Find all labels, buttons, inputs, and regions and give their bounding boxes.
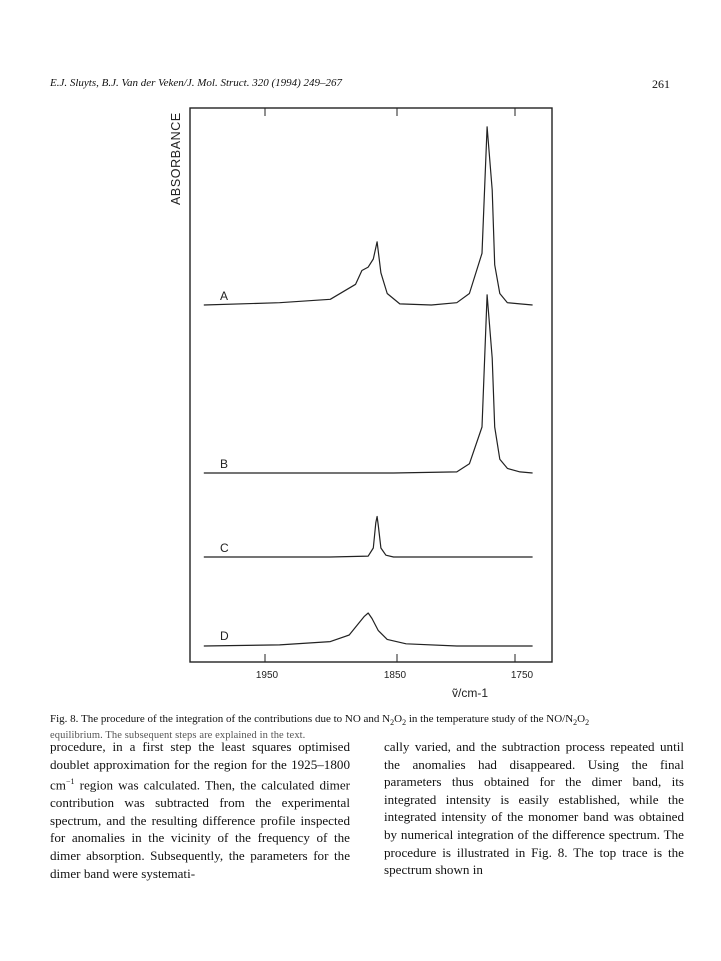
trace-label-b: B — [220, 457, 229, 471]
running-title: E.J. Sluyts, B.J. Van der Veken/J. Mol. Struct. 320 (1994) 249–267 — [50, 77, 343, 89]
trace-d-line — [204, 613, 533, 646]
caption-line-2: equilibrium. The subsequent steps are explained in the text. — [50, 730, 306, 742]
x-tick-label-1850: 1850 — [383, 670, 407, 681]
x-axis-label: ṽ/cm-1 — [452, 686, 488, 700]
paragraph-right: cally varied, and the subtraction process repeated until the anomalies had disappeared. Using the final parameters thus obtained for the dimer band, its integrated intensity is easily established, while the integrated intensity of the monomer band was obtained by numerical integration of the difference spectrum. The procedure is illustrated in Fig. 8. The top trace is the spectrum shown in — [384, 739, 684, 878]
trace-c-line — [204, 517, 533, 558]
y-axis-label: ABSORBANCE — [169, 112, 183, 205]
spectral-traces — [204, 127, 533, 646]
body-column-left — [50, 738, 350, 882]
trace-b-line — [204, 295, 533, 473]
trace-label-d: D — [220, 629, 229, 643]
body-column-right — [384, 738, 684, 879]
trace-label-a: A — [220, 289, 229, 303]
paragraph-left: procedure, in a first step the least squares optimised doublet approximation for the region for the 1925–1800 $cm^{-1}$ region was calculated. Then, the calculated dimer contribution was subtracted from the experimental spectrum, and the resulting difference profile inspected for anomalies in the vicinity of the frequency of the dimer absorption. Subsequently, the parameters for the dimer band were systemati- — [50, 739, 350, 881]
trace-a-line — [204, 127, 533, 305]
caption-line-1: Fig. 8. The procedure of the integration of the contributions due to NO and $N_2O_2$ in the temperature study of the $NO/N_2O_2$ — [50, 713, 590, 728]
x-tick-label-1750: 1750 — [510, 670, 534, 681]
page-number: 261 — [652, 77, 670, 91]
plot-frame — [190, 108, 552, 662]
trace-label-c: C — [220, 541, 229, 555]
x-tick-label-1950: 1950 — [255, 670, 279, 681]
